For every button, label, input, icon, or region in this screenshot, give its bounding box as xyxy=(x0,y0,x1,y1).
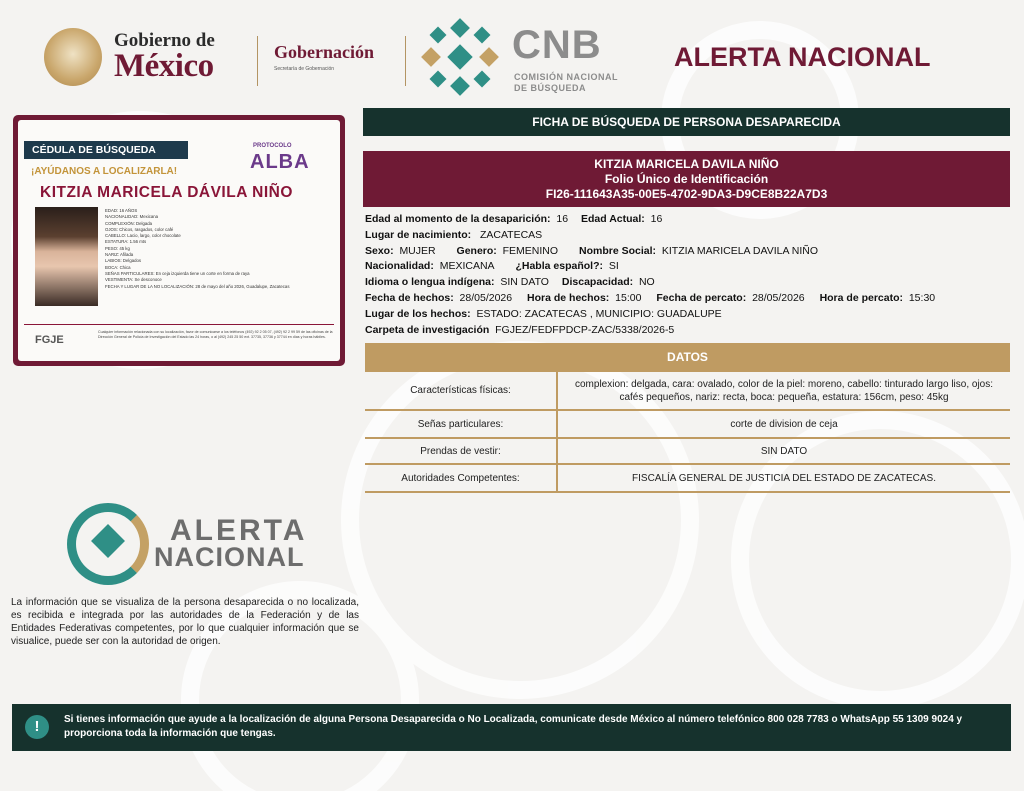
poster-detail: NARIZ: Afilada xyxy=(105,252,134,258)
gobierno-text: Gobierno de xyxy=(114,30,215,51)
table-row xyxy=(365,439,1010,465)
value: NO xyxy=(638,276,655,289)
value: FGJEZ/FEDFPDCP-ZAC/5338/2026-5 xyxy=(495,323,675,336)
footer-text: Si tienes información que ayude a la localización de alguna Persona Desaparecida o No Localizada, comunicate desde México al número telefónico 800 028 7783 o WhatsApp 55 1309 9024 y proporciona toda la información que tengas. xyxy=(64,714,963,739)
logo-line2: NACIONAL xyxy=(154,542,305,572)
folio-value: FI26-111643A35-00E5-4702-9DA3-D9CE8B22A7D3 xyxy=(545,187,828,201)
person-header-bar xyxy=(363,151,1010,207)
poster-contact-text: Cualquier información relacionada con su localización, favor de comunicarse a los teléfonos (492) 92 2 05 07, (492) 92 2 99 59 de las oficinas de la Dirección General de Policía de Investigación del Estado las 24 horas, o al (492) 245 25 50 ext. 37735, 37736 y 37744 en días y horas hábiles. xyxy=(98,330,333,339)
poster-inner xyxy=(18,120,340,361)
info-row xyxy=(365,244,1010,260)
contact-footer xyxy=(12,704,1011,751)
poster-detail: EDAD: 16 AÑOS xyxy=(105,208,138,213)
label: Nombre Social: xyxy=(578,244,657,257)
datos-table xyxy=(365,372,1010,493)
header xyxy=(0,0,1024,105)
table-row xyxy=(365,411,1010,439)
table-row xyxy=(365,372,1010,411)
value: MEXICANA xyxy=(439,260,495,273)
label: Idioma o lengua indígena: xyxy=(365,276,495,289)
gobernacion-logo xyxy=(274,42,399,72)
table-key: Autoridades Competentes: xyxy=(365,465,558,491)
search-poster xyxy=(13,115,345,366)
value: 28/05/2026 xyxy=(459,291,513,304)
label: Genero: xyxy=(456,244,497,257)
label: Discapacidad: xyxy=(561,276,634,289)
info-row xyxy=(365,323,1010,339)
value: ESTADO: ZACATECAS , MUNICIPIO: GUADALUPE xyxy=(476,307,722,320)
value: KITZIA MARICELA DAVILA NIÑO xyxy=(661,244,819,257)
poster-detail: PESO: 45 kg xyxy=(105,245,130,251)
value: 15:30 xyxy=(908,291,936,304)
datos-header: DATOS xyxy=(365,343,1010,372)
label: Carpeta de investigación xyxy=(365,323,490,336)
poster-detail: COMPLEXIÓN: Delgada xyxy=(105,220,153,226)
poster-detail: SEÑAS PARTICULARES: En ceja izquierda tiene un corte en forma de raya xyxy=(105,270,250,276)
poster-details xyxy=(105,208,330,290)
label: Fecha de hechos: xyxy=(365,291,454,304)
ficha-title-bar: FICHA DE BÚSQUEDA DE PERSONA DESAPARECIDA xyxy=(363,108,1010,136)
exclamation-icon: ! xyxy=(25,715,49,739)
info-row xyxy=(365,307,1010,323)
poster-detail: VESTIMENTA: Se desconoce xyxy=(105,277,162,283)
disclaimer-text: La información que se visualiza de la persona desaparecida o no localizada, es recibida e integrada por las autoridades de la Federación y de las Entidades Federativas competentes, por lo que cualquier información que se visualice, puede ser con la autoridad de origen. xyxy=(11,597,359,647)
info-row xyxy=(365,228,1010,244)
fgje-logo: FGJE xyxy=(35,334,64,346)
table-value: complexion: delgada, cara: ovalado, color de la piel: moreno, cabello: tinturado largo liso, ojos: cafés pequeños, nariz: recta, boca: pequeña, estatura: 156cm, peso: 45kg xyxy=(574,378,994,403)
label: Edad Actual: xyxy=(581,213,645,225)
divider xyxy=(405,36,406,86)
table-key: Prendas de vestir: xyxy=(365,439,558,463)
gobernacion-sub-text: Secretaría de Gobernación xyxy=(274,66,335,72)
poster-detail: FECHA Y LUGAR DE LA NO LOCALIZACIÓN: 28 de mayo del año 2026, Guadalupe, Zacatecas xyxy=(105,283,290,289)
label: Fecha de percato: xyxy=(656,291,747,304)
alert-title: ALERTA NACIONAL xyxy=(674,42,931,72)
poster-detail: OJOS: Chicos, rasgados, color café xyxy=(105,226,174,232)
poster-person-name: KITZIA MARICELA DÁVILA NIÑO xyxy=(40,184,293,201)
poster-detail: NACIONALIDAD: Mexicana xyxy=(105,214,159,220)
value: 15:00 xyxy=(615,291,642,304)
value: ZACATECAS xyxy=(479,228,543,241)
label: Nacionalidad: xyxy=(365,260,434,273)
table-value: FISCALÍA GENERAL DE JUSTICIA DEL ESTADO DE ZACATECAS. xyxy=(632,472,936,484)
person-info xyxy=(365,212,1010,338)
poster-detail: BOCA: Chica xyxy=(105,264,131,270)
value: SIN DATO xyxy=(500,276,549,289)
poster-detail: CABELLO: Lacio, largo, color chocolate xyxy=(105,233,181,239)
info-row xyxy=(365,291,1010,307)
alba-protocolo-text: PROTOCOLO xyxy=(253,143,292,149)
person-photo xyxy=(35,207,98,306)
label: Edad al momento de la desaparición: xyxy=(365,213,551,225)
cnb-subtitle xyxy=(514,72,618,94)
label: ¿Habla español?: xyxy=(515,260,603,273)
mexico-seal-icon xyxy=(44,28,102,86)
info-row xyxy=(365,275,1010,291)
alba-text: ALBA xyxy=(250,151,310,173)
poster-divider xyxy=(24,324,334,325)
label: Lugar de nacimiento: xyxy=(365,228,472,241)
label: Lugar de los hechos: xyxy=(365,307,471,320)
cnb-sub-line2: DE BÚSQUEDA xyxy=(514,83,587,93)
table-value: corte de division de ceja xyxy=(730,418,838,430)
cnb-text: CNB xyxy=(512,23,602,67)
folio-label: Folio Único de Identificación xyxy=(604,172,769,186)
label: Hora de percato: xyxy=(819,291,903,304)
alerta-nacional-logo xyxy=(62,500,322,590)
label: Sexo: xyxy=(365,244,394,257)
mexico-text: México xyxy=(114,48,214,84)
alba-protocol-logo xyxy=(248,137,320,177)
divider xyxy=(257,36,258,86)
logo-line1: ALERTA xyxy=(170,514,308,547)
table-row xyxy=(365,465,1010,493)
value: FEMENINO xyxy=(502,244,559,257)
value: MUJER xyxy=(399,244,436,257)
poster-detail: LABIOS: Delgados xyxy=(105,258,142,264)
info-row xyxy=(365,259,1010,275)
table-key: Características físicas: xyxy=(365,372,558,409)
value: 28/05/2026 xyxy=(752,291,805,304)
gobierno-de-mexico-logo xyxy=(44,26,244,86)
poster-detail: ESTATURA: 1.56 mts xyxy=(105,239,147,245)
person-name: KITZIA MARICELA DAVILA NIÑO xyxy=(594,157,779,171)
value: SI xyxy=(608,260,619,273)
value: 16 xyxy=(650,213,663,225)
info-row xyxy=(365,212,1010,228)
poster-help-text: ¡AYÚDANOS A LOCALIZARLA! xyxy=(31,166,178,177)
gobernacion-text: Gobernación xyxy=(274,42,375,62)
poster-cedula-header: CÉDULA DE BÚSQUEDA xyxy=(24,141,188,159)
label: Hora de hechos: xyxy=(527,291,610,304)
cnb-sub-line1: COMISIÓN NACIONAL xyxy=(514,72,618,82)
value: 16 xyxy=(556,213,569,225)
table-value: SIN DATO xyxy=(760,445,808,457)
cnb-logo xyxy=(418,15,638,99)
cnb-mark-icon xyxy=(418,15,502,99)
table-key: Señas particulares: xyxy=(365,411,558,437)
